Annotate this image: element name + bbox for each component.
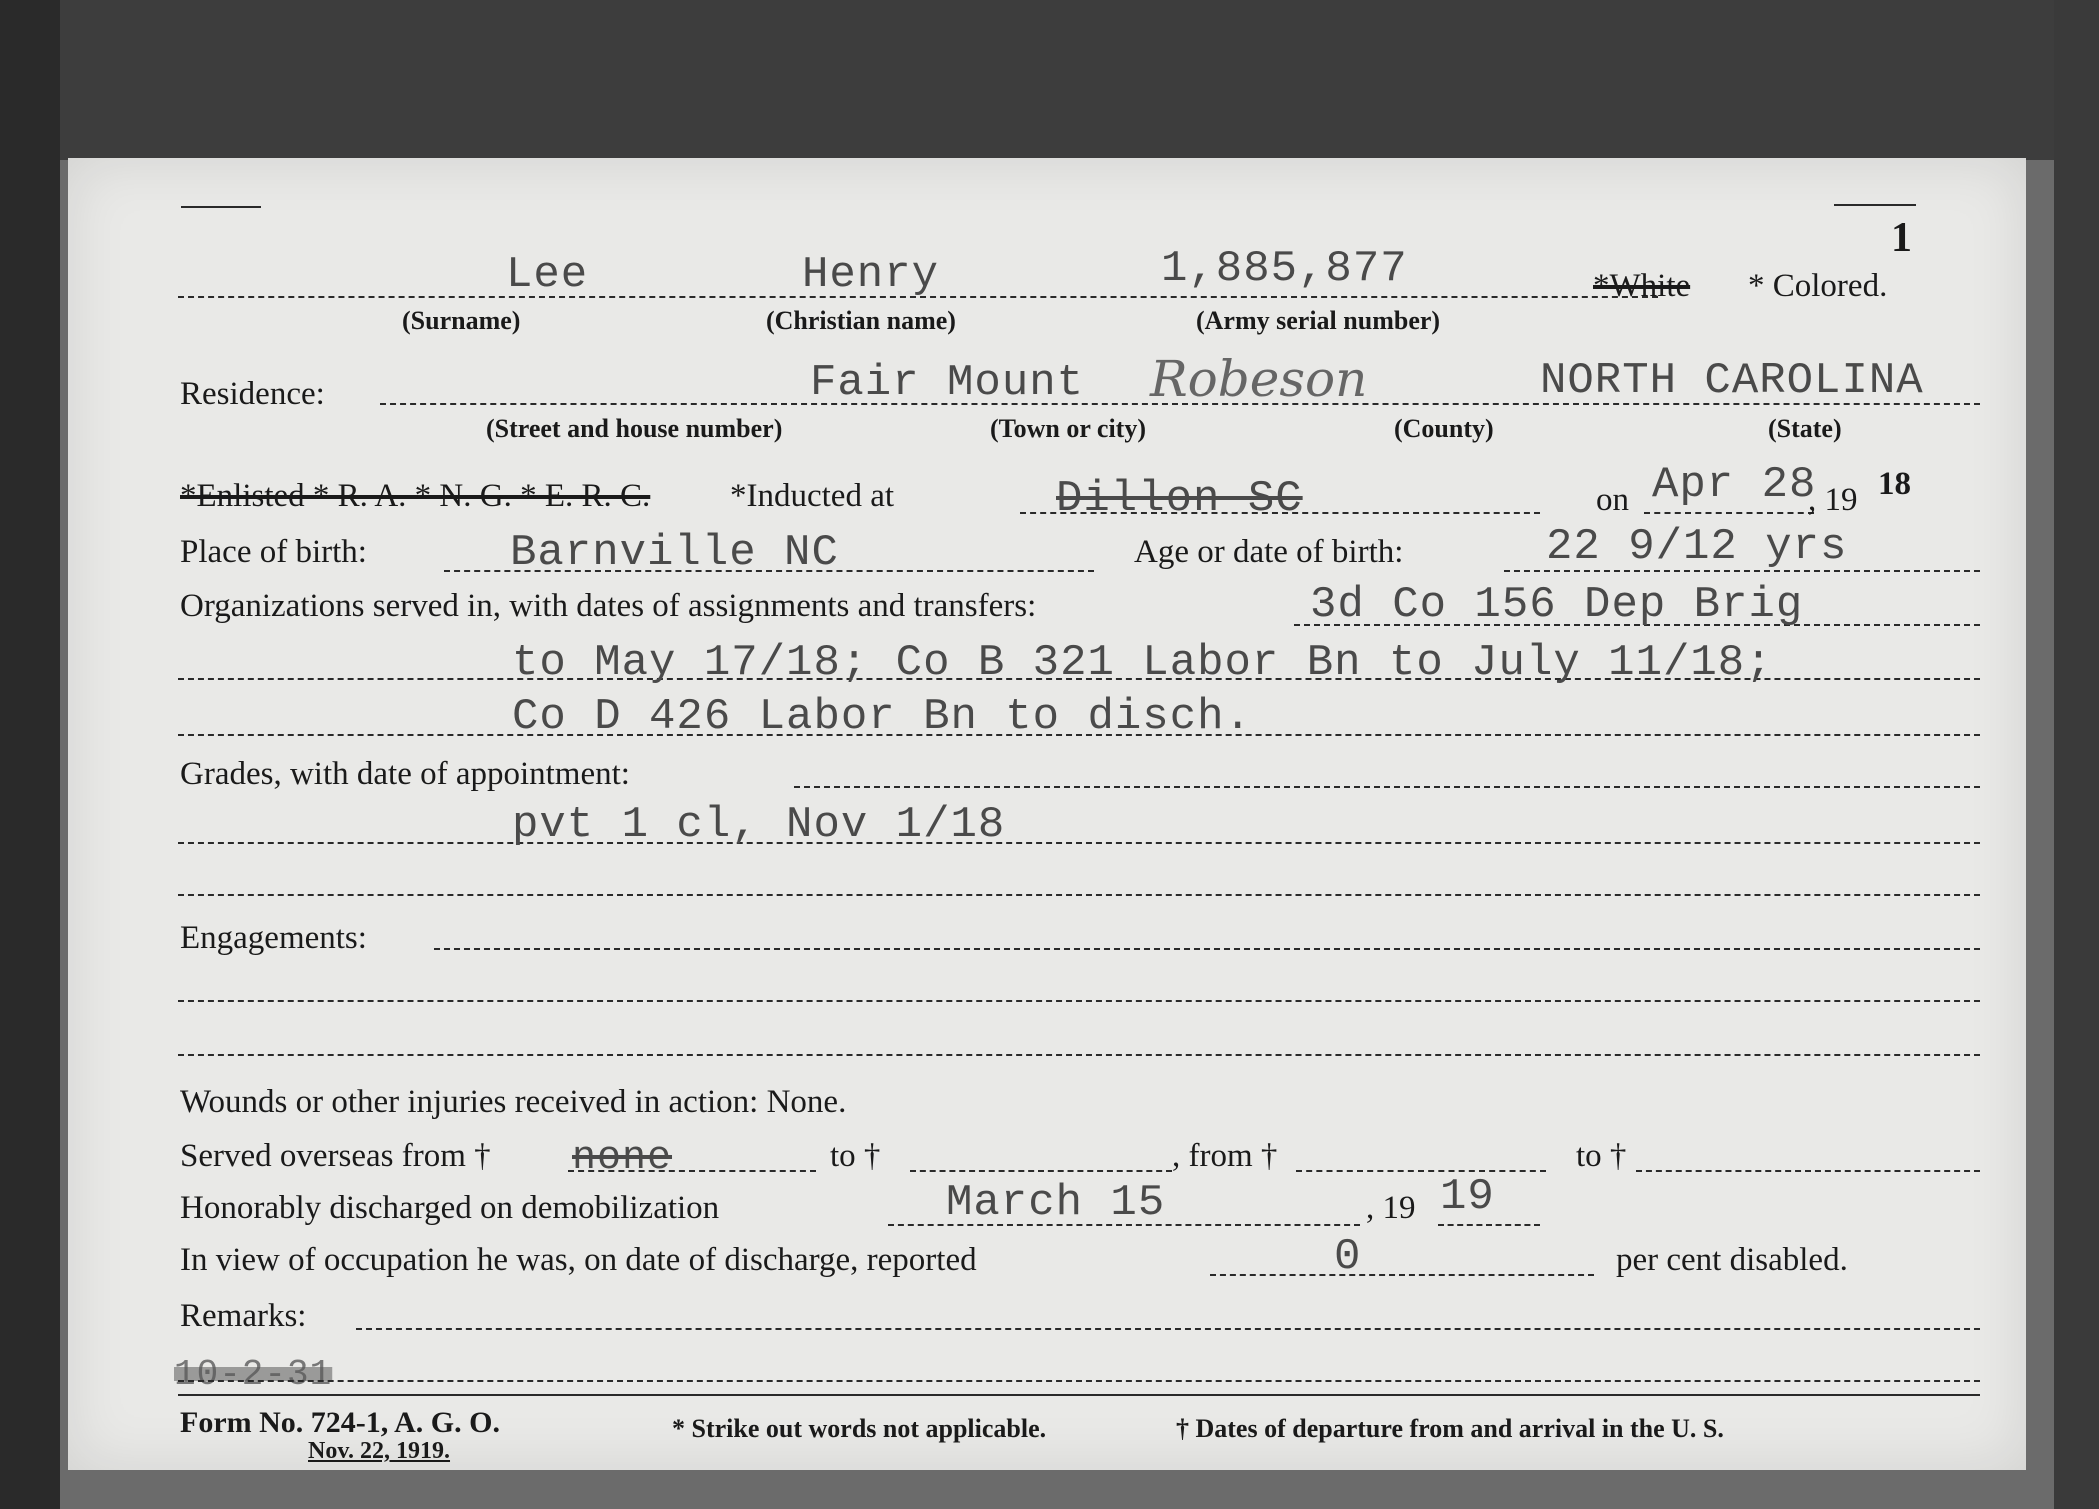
inducted-label: *Inducted at <box>730 478 895 514</box>
organizations-value-2: to May 17/18; Co B 321 Labor Bn to July 11/18; <box>512 638 1773 688</box>
card-number: 1 <box>1891 215 1912 261</box>
organizations-value-3: Co D 426 Labor Bn to disch. <box>512 692 1252 742</box>
grades-label: Grades, with date of appointment: <box>180 756 630 792</box>
residence-label: Residence: <box>180 376 325 412</box>
remarks-label: Remarks: <box>180 1298 307 1334</box>
engagements-line-3 <box>178 1054 1980 1056</box>
on-label: on <box>1596 482 1629 518</box>
engagements-line-1 <box>434 948 1980 950</box>
organizations-value-1: 3d Co 156 Dep Brig <box>1310 580 1804 630</box>
grades-line-1 <box>794 786 1980 788</box>
age-value: 22 9/12 yrs <box>1546 522 1848 572</box>
overseas-from-label-2: , from † <box>1172 1138 1278 1174</box>
age-label: Age or date of birth: <box>1134 534 1404 570</box>
grades-value: pvt 1 cl, Nov 1/18 <box>512 800 1006 850</box>
scan-background-top <box>0 0 2099 160</box>
caption-christian-name: (Christian name) <box>766 306 956 335</box>
caption-surname: (Surname) <box>402 306 521 335</box>
discharge-year-value: 19 <box>1440 1172 1495 1222</box>
overseas-to-line-2 <box>1636 1170 1980 1172</box>
state-value: NORTH CAROLINA <box>1540 356 1924 406</box>
overseas-label: Served overseas from † <box>180 1138 491 1174</box>
form-number: Form No. 724-1, A. G. O. <box>180 1406 500 1439</box>
overseas-to-line <box>910 1170 1172 1172</box>
discharge-label: Honorably discharged on demobilization <box>180 1190 720 1226</box>
caption-county: (County) <box>1394 414 1494 443</box>
wounds-label: Wounds or other injuries received in action: None. <box>180 1084 847 1120</box>
town-value: Fair Mount <box>810 358 1085 408</box>
race-white-struck: *White <box>1593 268 1691 304</box>
grades-line-3 <box>178 894 1980 896</box>
surname-value: Lee <box>506 250 589 300</box>
enlisted-struck: *Enlisted * R. A. * N. G. * E. R. C. <box>180 478 651 514</box>
inducted-date-value: Apr 28 <box>1652 460 1817 510</box>
christian-name-value: Henry <box>802 250 940 300</box>
caption-street: (Street and house number) <box>486 414 783 443</box>
remarks-line-2 <box>178 1380 1980 1382</box>
discharge-date-value: March 15 <box>946 1178 1166 1228</box>
remarks-line-1 <box>356 1328 1980 1330</box>
disability-line <box>1210 1274 1594 1276</box>
organizations-label: Organizations served in, with dates of assignments and transfers: <box>180 588 1037 624</box>
serial-number-value: 1,885,877 <box>1161 244 1408 294</box>
footnote-strike: * Strike out words not applicable. <box>672 1414 1047 1443</box>
caption-serial-number: (Army serial number) <box>1196 306 1441 335</box>
caption-town: (Town or city) <box>990 414 1146 443</box>
footnote-dates: † Dates of departure from and arrival in the U. S. <box>1176 1414 1724 1443</box>
engagements-label: Engagements: <box>180 920 367 956</box>
county-value: Robeson <box>1150 350 1368 408</box>
overseas-to-label: to † <box>830 1138 881 1174</box>
footer-rule <box>178 1394 1980 1396</box>
inducted-date-line <box>1644 512 1814 514</box>
scan-background-right <box>2054 0 2099 1509</box>
overseas-from-line-2 <box>1296 1170 1546 1172</box>
discharge-year-line <box>1438 1224 1540 1226</box>
race-colored: * Colored. <box>1748 268 1888 304</box>
top-left-rule <box>181 206 261 208</box>
service-record-card <box>68 158 2026 1470</box>
scan-background-left <box>0 0 60 1509</box>
caption-state: (State) <box>1768 414 1842 443</box>
discharge-year-prefix: , 19 <box>1366 1190 1416 1226</box>
form-date: Nov. 22, 1919. <box>308 1438 451 1464</box>
grades-line-2 <box>178 842 1980 844</box>
disability-suffix: per cent disabled. <box>1616 1242 1848 1278</box>
top-right-rule <box>1834 204 1916 206</box>
inducted-year-prefix: , 19 <box>1808 482 1858 518</box>
place-of-birth-label: Place of birth: <box>180 534 367 570</box>
engagements-line-2 <box>178 1000 1980 1002</box>
place-of-birth-value: Barnville NC <box>510 528 839 578</box>
disability-value: 0 <box>1334 1232 1362 1282</box>
remarks-stamp: 10-2-31 <box>174 1354 333 1395</box>
inducted-year-value: 18 <box>1878 466 1911 502</box>
disability-label: In view of occupation he was, on date of discharge, reported <box>180 1242 977 1278</box>
overseas-to-label-2: to † <box>1576 1138 1627 1174</box>
overseas-from-value: none <box>572 1136 673 1181</box>
inducted-place-value: Dillon SC <box>1056 474 1303 524</box>
